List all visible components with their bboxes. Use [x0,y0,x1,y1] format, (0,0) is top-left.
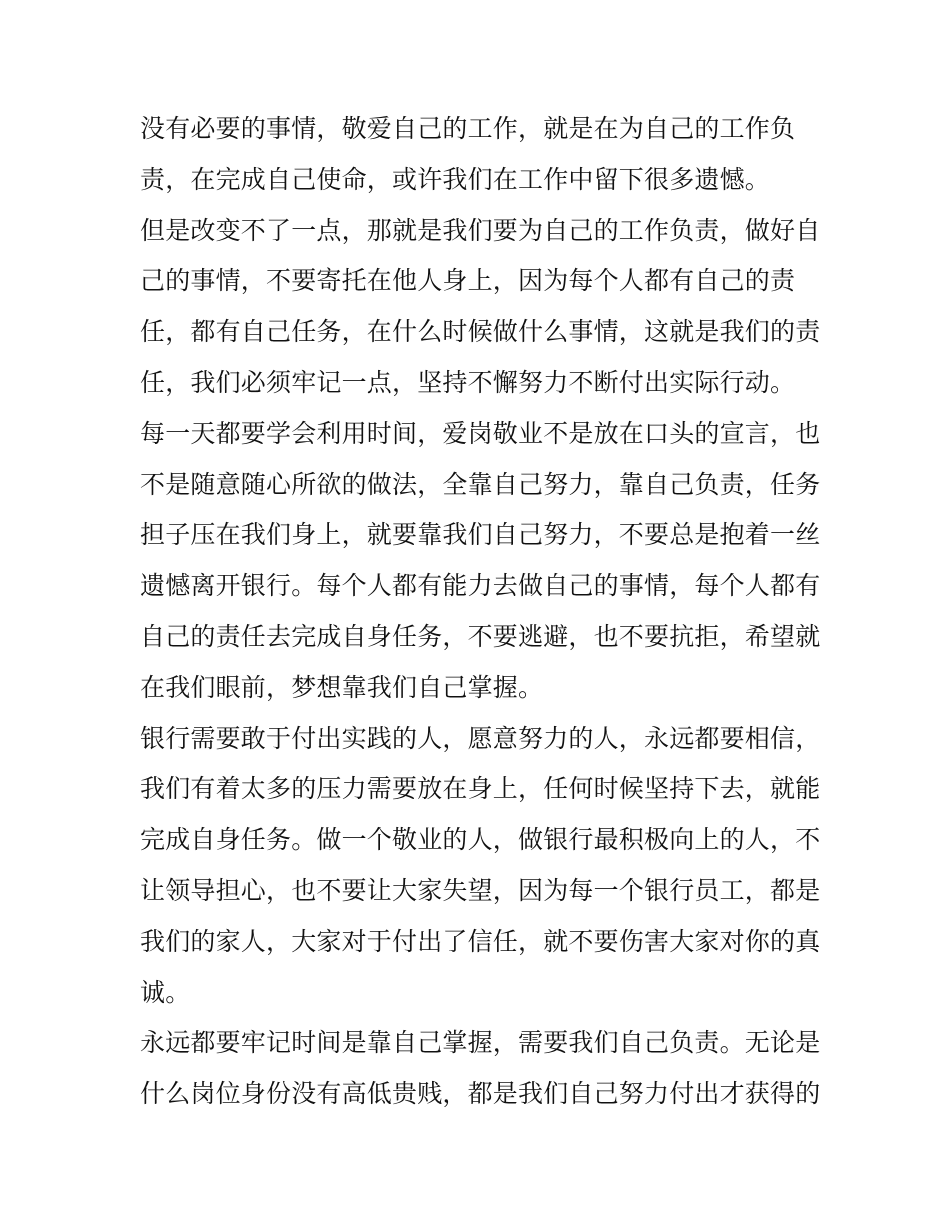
body-text [140,104,820,1120]
text-line: 遗憾离开银行。每个人都有能力去做自己的事情，每个人都有 [140,571,821,601]
text-line: 诚。 [140,977,191,1007]
text-line: 在我们眼前，梦想靠我们自己掌握。 [140,672,544,702]
text-line: 永远都要牢记时间是靠自己掌握，需要我们自己负责。无论是 [140,1028,821,1058]
text-line: 担子压在我们身上，就要靠我们自己努力，不要总是抱着一丝 [140,520,821,550]
text-line: 自己的责任去完成自身任务，不要逃避，也不要抗拒，希望就 [140,621,821,651]
text-line: 任，我们必须牢记一点，坚持不懈努力不断付出实际行动。 [140,367,796,397]
text-line: 不是随意随心所欲的做法，全靠自己努力，靠自己负责，任务 [140,469,821,499]
text-line: 银行需要敢于付出实践的人，愿意努力的人，永远都要相信， [140,723,821,753]
text-line: 没有必要的事情，敬爱自己的工作，就是在为自己的工作负 [140,114,796,143]
text-line: 己的事情，不要寄托在他人身上，因为每个人都有自己的责 [140,266,796,296]
text-line: 我们的家人，大家对于付出了信任，就不要伤害大家对你的真 [140,926,821,956]
text-line: 我们有着太多的压力需要放在身上，任何时候坚持下去，就能 [140,774,821,804]
text-line: 但是改变不了一点，那就是我们要为自己的工作负责，做好自 [140,215,821,245]
text-line: 完成自身任务。做一个敬业的人，做银行最积极向上的人，不 [140,825,821,855]
text-line: 让领导担心，也不要让大家失望，因为每一个银行员工，都是 [140,875,821,905]
text-line: 责，在完成自己使命，或许我们在工作中留下很多遗憾。 [140,164,771,194]
text-line: 什么岗位身份没有高低贵贱，都是我们自己努力付出才获得的 [140,1079,821,1109]
text-line: 任，都有自己任务，在什么时候做什么事情，这就是我们的责 [140,317,821,347]
text-line: 每一天都要学会利用时间，爱岗敬业不是放在口头的宣言，也 [140,418,821,448]
